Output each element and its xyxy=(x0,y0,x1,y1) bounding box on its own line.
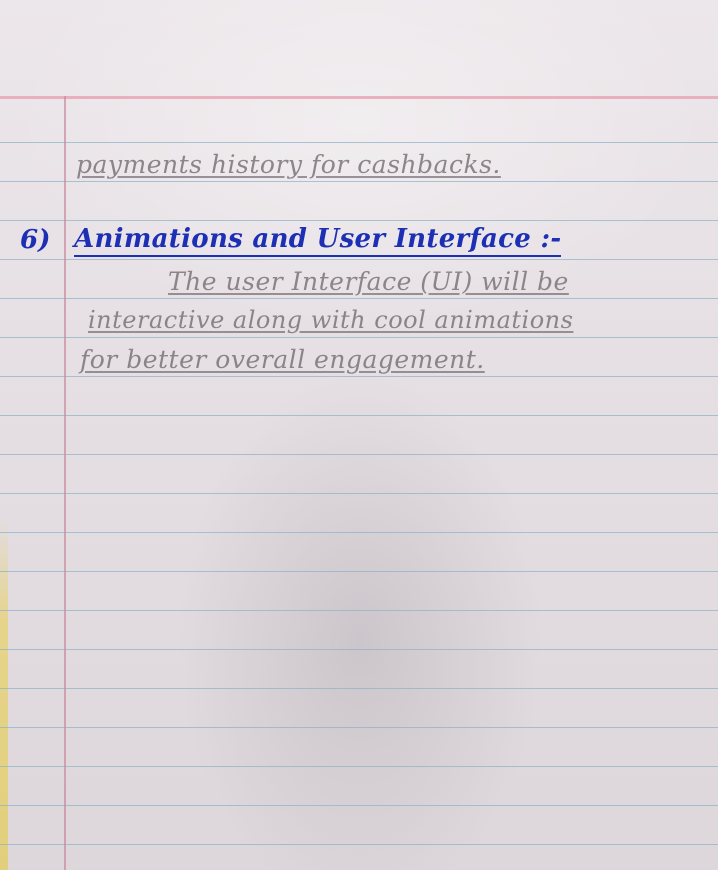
section-heading: Animations and User Interface :- xyxy=(74,224,561,257)
ruled-line xyxy=(0,337,718,338)
ruled-line xyxy=(0,688,718,689)
ruled-line xyxy=(0,532,718,533)
ruled-line xyxy=(0,844,718,845)
ruled-line xyxy=(0,805,718,806)
ruled-line xyxy=(0,610,718,611)
body-line-2: interactive along with cool animations xyxy=(88,306,574,334)
ruled-line xyxy=(0,493,718,494)
ruled-line xyxy=(0,571,718,572)
ruled-line xyxy=(0,181,718,182)
ruled-line xyxy=(0,415,718,416)
ruled-line xyxy=(0,454,718,455)
previous-line-text: payments history for cashbacks. xyxy=(76,150,501,179)
ruled-line xyxy=(0,298,718,299)
ruled-line xyxy=(0,766,718,767)
left-margin-line xyxy=(64,96,66,870)
ruled-line xyxy=(0,649,718,650)
ruled-line xyxy=(0,376,718,377)
ruled-line xyxy=(0,727,718,728)
ruled-line xyxy=(0,259,718,260)
body-line-3: for better overall engagement. xyxy=(80,345,485,374)
section-number: 6) xyxy=(20,225,51,255)
body-line-1: The user Interface (UI) will be xyxy=(168,267,569,296)
ruled-line xyxy=(0,220,718,221)
ruled-line xyxy=(0,142,718,143)
